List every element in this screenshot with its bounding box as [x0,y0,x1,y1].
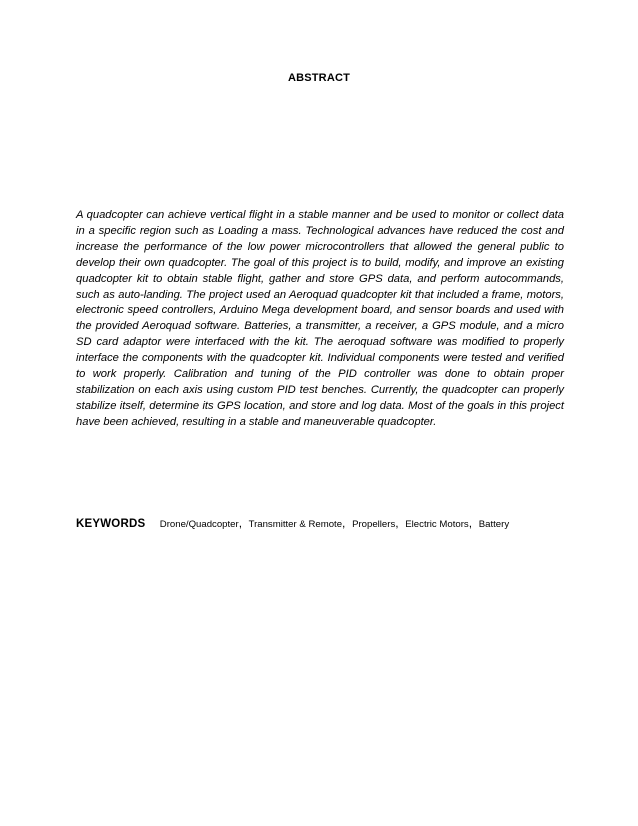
keyword-separator: , [342,516,346,530]
keyword-separator: , [395,516,399,530]
keyword: Drone/Quadcopter [159,519,239,530]
keywords-list [159,516,510,530]
abstract-heading: ABSTRACT [287,72,351,84]
keyword: Battery [478,519,510,530]
keyword-separator: , [238,516,243,530]
keyword-separator: , [468,516,473,530]
keywords-line [76,514,576,532]
abstract-paragraph: A quadcopter can achieve vertical flight in a stable manner and be used to monitor or collect data in a specific region such as Loading a mass. Technological advances have reduced the cost and increase the performance of the low power microcontrollers that allowed the general public to develop their own quadcopter. The goal of this project is to build, modify, and improve an existing quadcopter kit to obtain stable flight, gather and store GPS data, and perform autocommands, such as auto-landing. The project used an Aeroquad quadcopter kit that included a frame, motors, electronic speed controllers, Arduino Mega development board, and sensor boards and used with the provided Aeroquad software. Batteries, a transmitter, a receiver, a GPS module, and a micro SD card adaptor were interfaced with the kit. The aeroquad software was modified to properly interface the components with the quadcopter kit. Individual components were tested and verified to work properly. Calibration and tuning of the PID controller was done to obtain proper stabilization on each axis using custom PID test benches. Currently, the quadcopter can properly stabilize itself, determine its GPS location, and store and log data. Most of the goals in this project have been achieved, resulting in a stable and maneuverable quadcopter. [76,209,564,428]
keywords-label: KEYWORDS [76,518,146,530]
keyword: Electric Motors [405,519,469,530]
keyword: Transmitter & Remote [248,519,343,530]
keyword: Propellers [352,519,396,530]
